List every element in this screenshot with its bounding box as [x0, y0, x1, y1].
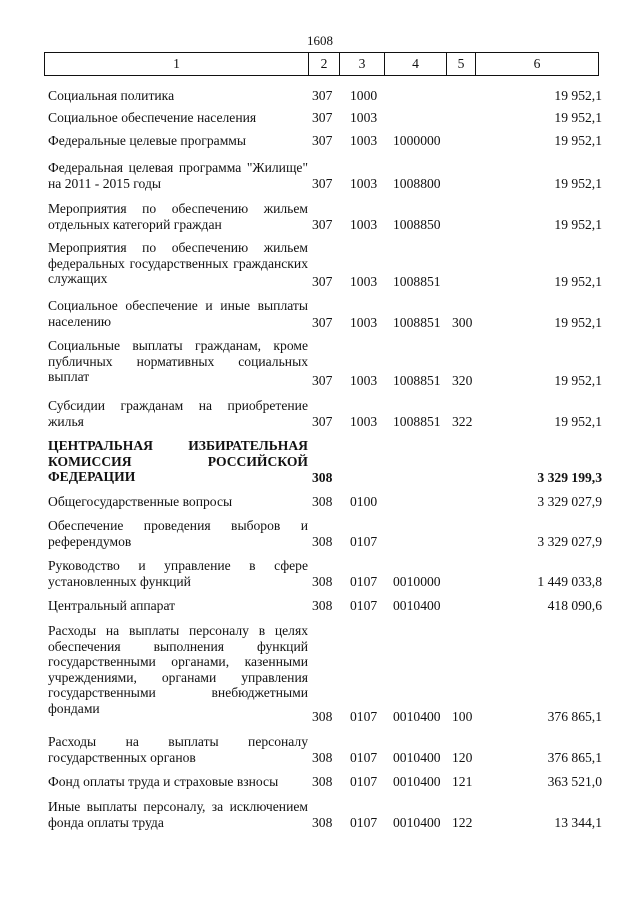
row-code-2: 307 — [312, 133, 333, 148]
row-code-3: 1003 — [350, 315, 378, 330]
row-code-2: 307 — [312, 217, 333, 232]
row-amount: 3 329 027,9 — [537, 534, 602, 549]
header-col-6: 6 — [476, 53, 599, 76]
row-code-3: 0107 — [350, 815, 378, 830]
row-code-3: 0107 — [350, 598, 378, 613]
row-code-3: 0100 — [350, 494, 378, 509]
row-code-4: 0010400 — [393, 709, 441, 724]
row-code-5: 120 — [452, 750, 473, 765]
row-code-5: 121 — [452, 774, 473, 789]
row-code-3: 0107 — [350, 709, 378, 724]
row-code-5: 122 — [452, 815, 473, 830]
row-amount: 19 952,1 — [554, 110, 602, 125]
row-code-3: 1003 — [350, 414, 378, 429]
row-code-3: 1003 — [350, 274, 378, 289]
row-code-5: 100 — [452, 709, 473, 724]
row-amount: 376 865,1 — [547, 750, 602, 765]
row-name: Центральный аппарат — [48, 598, 176, 613]
row-code-4: 1008800 — [393, 176, 441, 191]
row-code-4: 1008851 — [393, 274, 441, 289]
row-amount: 19 952,1 — [554, 217, 602, 232]
row-name: Мероприятия по обеспечению жильем отдельных категорий граждан — [48, 201, 308, 232]
row-code-2: 308 — [312, 494, 333, 509]
row-code-2: 307 — [312, 176, 333, 191]
row-code-4: 0010400 — [393, 750, 441, 765]
row-name: Общегосударственные вопросы — [48, 494, 233, 509]
row-code-3: 1000 — [350, 88, 378, 103]
row-name: Социальная политика — [48, 88, 175, 103]
row-code-4: 1008851 — [393, 315, 441, 330]
row-code-2: 308 — [312, 709, 333, 724]
row-code-4: 0010000 — [393, 574, 441, 589]
row-code-2: 308 — [312, 598, 333, 613]
row-amount: 3 329 199,3 — [537, 470, 602, 485]
header-col-1: 1 — [45, 53, 309, 76]
row-code-3: 1003 — [350, 176, 378, 191]
row-code-2: 307 — [312, 88, 333, 103]
row-code-2: 308 — [312, 534, 333, 549]
row-code-2: 307 — [312, 110, 333, 125]
row-code-3: 1003 — [350, 373, 378, 388]
page-number: 1608 — [307, 33, 333, 48]
header-col-5: 5 — [447, 53, 476, 76]
row-amount: 19 952,1 — [554, 133, 602, 148]
row-code-3: 0107 — [350, 574, 378, 589]
row-code-3: 0107 — [350, 750, 378, 765]
row-amount: 418 090,6 — [547, 598, 602, 613]
row-code-2: 307 — [312, 315, 333, 330]
row-name: Мероприятия по обеспечению жильем федеральных государственных гражданских служащих — [48, 240, 308, 286]
row-amount: 13 344,1 — [554, 815, 602, 830]
column-header-table — [44, 52, 599, 76]
row-code-5: 322 — [452, 414, 473, 429]
row-amount: 19 952,1 — [554, 88, 602, 103]
row-code-3: 1003 — [350, 133, 378, 148]
row-code-2: 308 — [312, 574, 333, 589]
row-code-2: 308 — [312, 750, 333, 765]
row-name: Обеспечение проведения выборов и референдумов — [48, 518, 308, 549]
row-amount: 19 952,1 — [554, 373, 602, 388]
row-amount: 19 952,1 — [554, 414, 602, 429]
row-name: Социальное обеспечение и иные выплаты населению — [48, 298, 308, 329]
row-name: Социальные выплаты гражданам, кроме публичных нормативных социальных выплат — [48, 338, 308, 384]
row-name: ЦЕНТРАЛЬНАЯ ИЗБИРАТЕЛЬНАЯ КОМИССИЯ РОССИЙСКОЙ ФЕДЕРАЦИИ — [48, 438, 308, 484]
row-code-2: 308 — [312, 470, 333, 485]
row-name: Федеральные целевые программы — [48, 133, 247, 148]
row-code-4: 0010400 — [393, 774, 441, 789]
row-name: Социальное обеспечение населения — [48, 110, 257, 125]
row-code-4: 1008851 — [393, 373, 441, 388]
header-col-3: 3 — [340, 53, 385, 76]
row-name: Расходы на выплаты персоналу государственных органов — [48, 734, 308, 765]
row-code-3: 1003 — [350, 110, 378, 125]
row-code-3: 0107 — [350, 534, 378, 549]
row-code-2: 307 — [312, 373, 333, 388]
row-amount: 376 865,1 — [547, 709, 602, 724]
header-col-2: 2 — [309, 53, 340, 76]
row-code-2: 307 — [312, 274, 333, 289]
row-code-4: 1000000 — [393, 133, 441, 148]
row-amount: 363 521,0 — [547, 774, 602, 789]
row-amount: 19 952,1 — [554, 274, 602, 289]
row-name: Руководство и управление в сфере установленных функций — [48, 558, 308, 589]
row-code-4: 0010400 — [393, 598, 441, 613]
row-code-5: 300 — [452, 315, 473, 330]
row-code-5: 320 — [452, 373, 473, 388]
row-amount: 19 952,1 — [554, 315, 602, 330]
row-name: Иные выплаты персоналу, за исключением фонда оплаты труда — [48, 799, 308, 830]
row-name: Федеральная целевая программа "Жилище" на 2011 - 2015 годы — [48, 160, 308, 191]
row-code-3: 1003 — [350, 217, 378, 232]
row-code-2: 308 — [312, 774, 333, 789]
row-code-2: 307 — [312, 414, 333, 429]
row-code-4: 0010400 — [393, 815, 441, 830]
row-code-4: 1008851 — [393, 414, 441, 429]
row-name: Фонд оплаты труда и страховые взносы — [48, 774, 279, 789]
header-col-4: 4 — [385, 53, 447, 76]
row-amount: 19 952,1 — [554, 176, 602, 191]
row-code-3: 0107 — [350, 774, 378, 789]
row-amount: 1 449 033,8 — [537, 574, 602, 589]
row-code-4: 1008850 — [393, 217, 441, 232]
row-name: Расходы на выплаты персоналу в целях обеспечения выполнения функций государственными органами, казенными учреждениями, органами управления государственными внебюджетными фондами — [48, 623, 308, 716]
row-name: Субсидии гражданам на приобретение жилья — [48, 398, 308, 429]
row-code-2: 308 — [312, 815, 333, 830]
row-amount: 3 329 027,9 — [537, 494, 602, 509]
